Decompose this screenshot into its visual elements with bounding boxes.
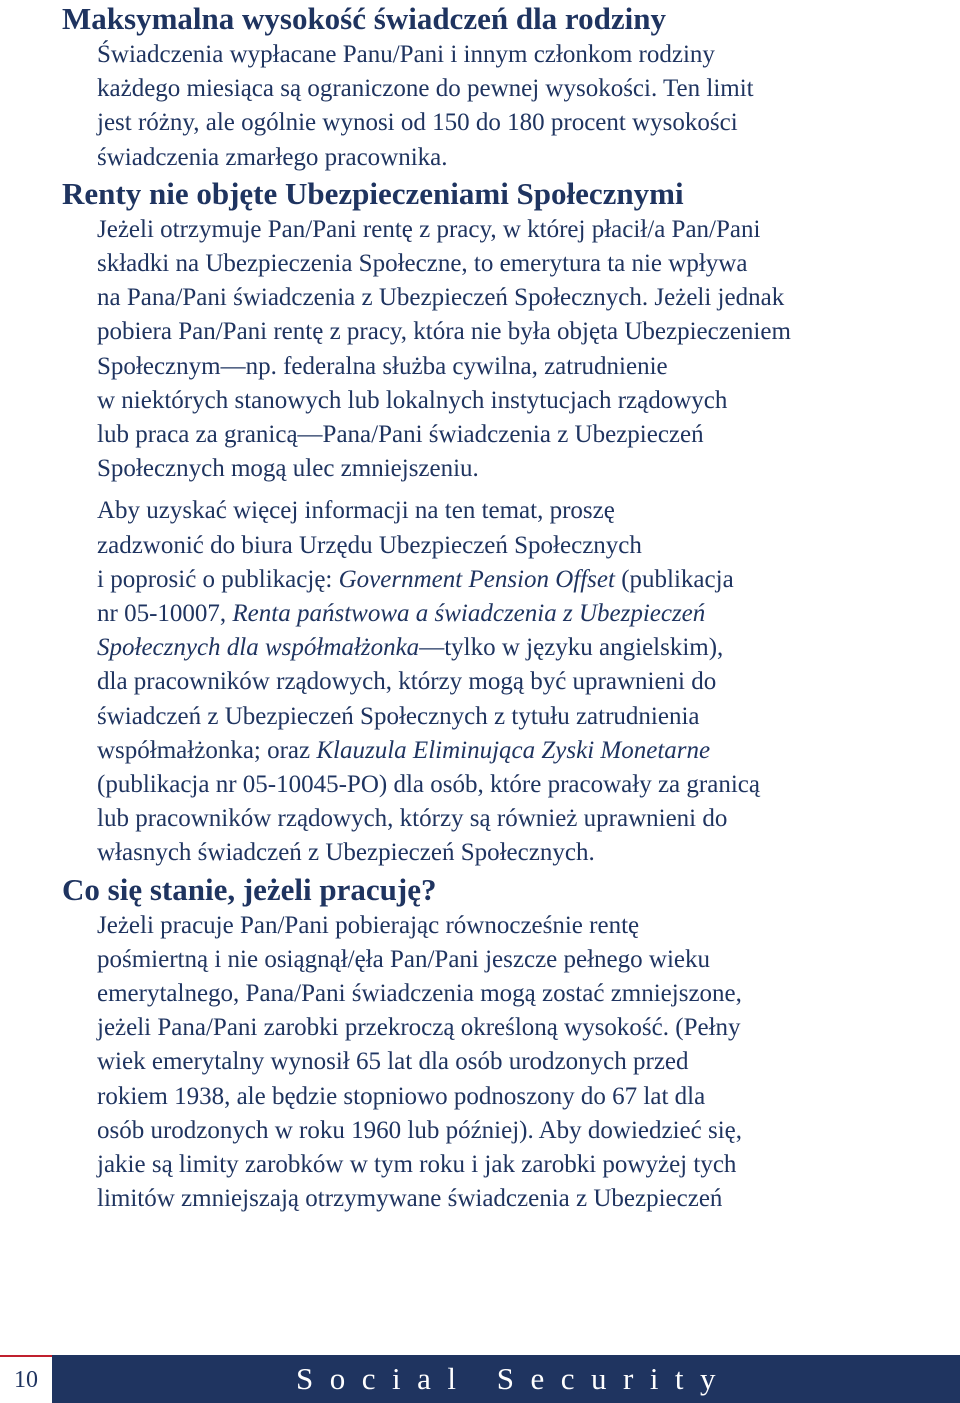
text-line: w niektórych stanowych lub lokalnych instytucjach rządowych: [97, 386, 728, 414]
footer-bar: [52, 1355, 960, 1403]
page-content: [62, 0, 892, 1217]
text-line: własnych świadczeń z Ubezpieczeń Społecznych.: [97, 839, 595, 867]
text-line: jakie są limity zarobków w tym roku i jak zarobki powyżej tych: [97, 1151, 737, 1179]
publication-title-spouse-pension: Renta państwowa a świadczenia z Ubezpieczeń: [232, 600, 706, 628]
text-line: wiek emerytalny wynosił 65 lat dla osób urodzonych przed: [97, 1048, 689, 1076]
section-heading-pensions-not-covered: Renty nie objęte Ubezpieczeniami Społecznymi: [62, 175, 684, 211]
text-line: (publikacja nr 05-10045-PO) dla osób, które pracowały za granicą: [97, 771, 760, 799]
text-line: [62, 597, 892, 631]
text-line: jest różny, ale ogólnie wynosi od 150 do 180 procent wysokości: [97, 109, 738, 137]
paragraph-pensions-not-covered: [62, 213, 892, 487]
text-line: Społecznym—np. federalna służba cywilna, zatrudnienie: [97, 352, 668, 380]
text-line: jeżeli Pana/Pani zarobki przekroczą określoną wysokość. (Pełny: [97, 1014, 741, 1042]
text-line: limitów zmniejszają otrzymywane świadczenia z Ubezpieczeń: [97, 1185, 723, 1213]
publication-title-spouse-pension-cont: Społecznych dla współmałżonka: [97, 634, 420, 662]
text-line: świadczenia zmarłego pracownika.: [97, 143, 448, 171]
text-line: osób urodzonych w roku 1960 lub później). Aby dowiedzieć się,: [97, 1116, 743, 1144]
publication-title-windfall-elimination: Klauzula Eliminująca Zyski Monetarne: [316, 736, 711, 764]
text-run: współmałżonka; oraz: [97, 736, 317, 764]
text-run: i poprosić o publikację:: [97, 565, 339, 593]
text-line: emerytalnego, Pana/Pani świadczenia mogą zostać zmniejszone,: [97, 980, 742, 1008]
text-line: Aby uzyskać więcej informacji na ten temat, proszę: [97, 497, 615, 525]
text-line: Świadczenia wypłacane Panu/Pani i innym członkom rodziny: [97, 41, 715, 68]
section-heading-family-maximum: Maksymalna wysokość świadczeń dla rodziny: [62, 1, 666, 36]
text-line: składki na Ubezpieczenia Społeczne, to emerytura ta nie wpływa: [97, 250, 748, 278]
text-line: świadczeń z Ubezpieczeń Społecznych z tytułu zatrudnienia: [97, 702, 700, 730]
text-line: na Pana/Pani świadczenia z Ubezpieczeń Społecznych. Jeżeli jednak: [97, 284, 785, 312]
text-line: Jeżeli otrzymuje Pan/Pani rentę z pracy, w której płacił/a Pan/Pani: [97, 215, 761, 243]
text-line: pobiera Pan/Pani rentę z pracy, która nie była objęta Ubezpieczeniem: [97, 318, 791, 346]
paragraph-family-maximum: [62, 38, 892, 175]
text-line: Społecznych mogą ulec zmniejszeniu.: [97, 455, 479, 483]
text-line: lub praca za granicą—Pana/Pani świadczenia z Ubezpieczeń: [97, 421, 704, 449]
text-line: pośmiertną i nie osiągnął/ęła Pan/Pani jeszcze pełnego wieku: [97, 945, 711, 973]
publication-title-government-pension-offset: Government Pension Offset: [338, 565, 615, 593]
text-line: [62, 734, 892, 768]
page-number: 10: [14, 1366, 38, 1393]
text-line: każdego miesiąca są ograniczone do pewnej wysokości. Ten limit: [97, 75, 754, 103]
text-line: Jeżeli pracuje Pan/Pani pobierając równocześnie rentę: [97, 911, 640, 939]
paragraph-more-information: [62, 494, 892, 870]
page-number-box: [0, 1355, 52, 1403]
text-line: zadzwonić do biura Urzędu Ubezpieczeń Społecznych: [97, 531, 642, 559]
footer-title: Social Security: [296, 1361, 733, 1396]
text-line: rokiem 1938, ale będzie stopniowo podnoszony do 67 lat dla: [97, 1082, 706, 1110]
paragraph-what-if-i-work: [62, 909, 892, 1217]
text-line: lub pracowników rządowych, którzy są również uprawnieni do: [97, 805, 728, 833]
text-line: [62, 563, 892, 597]
text-line: dla pracowników rządowych, którzy mogą być uprawnieni do: [97, 668, 717, 696]
text-run: —tylko w języku angielskim),: [419, 634, 724, 662]
section-heading-what-if-i-work: Co się stanie, jeżeli pracuję?: [62, 871, 437, 907]
text-run: nr 05-10007,: [97, 600, 233, 628]
text-line: [62, 631, 892, 665]
page-footer: [0, 1355, 960, 1403]
text-run: (publikacja: [614, 565, 734, 593]
